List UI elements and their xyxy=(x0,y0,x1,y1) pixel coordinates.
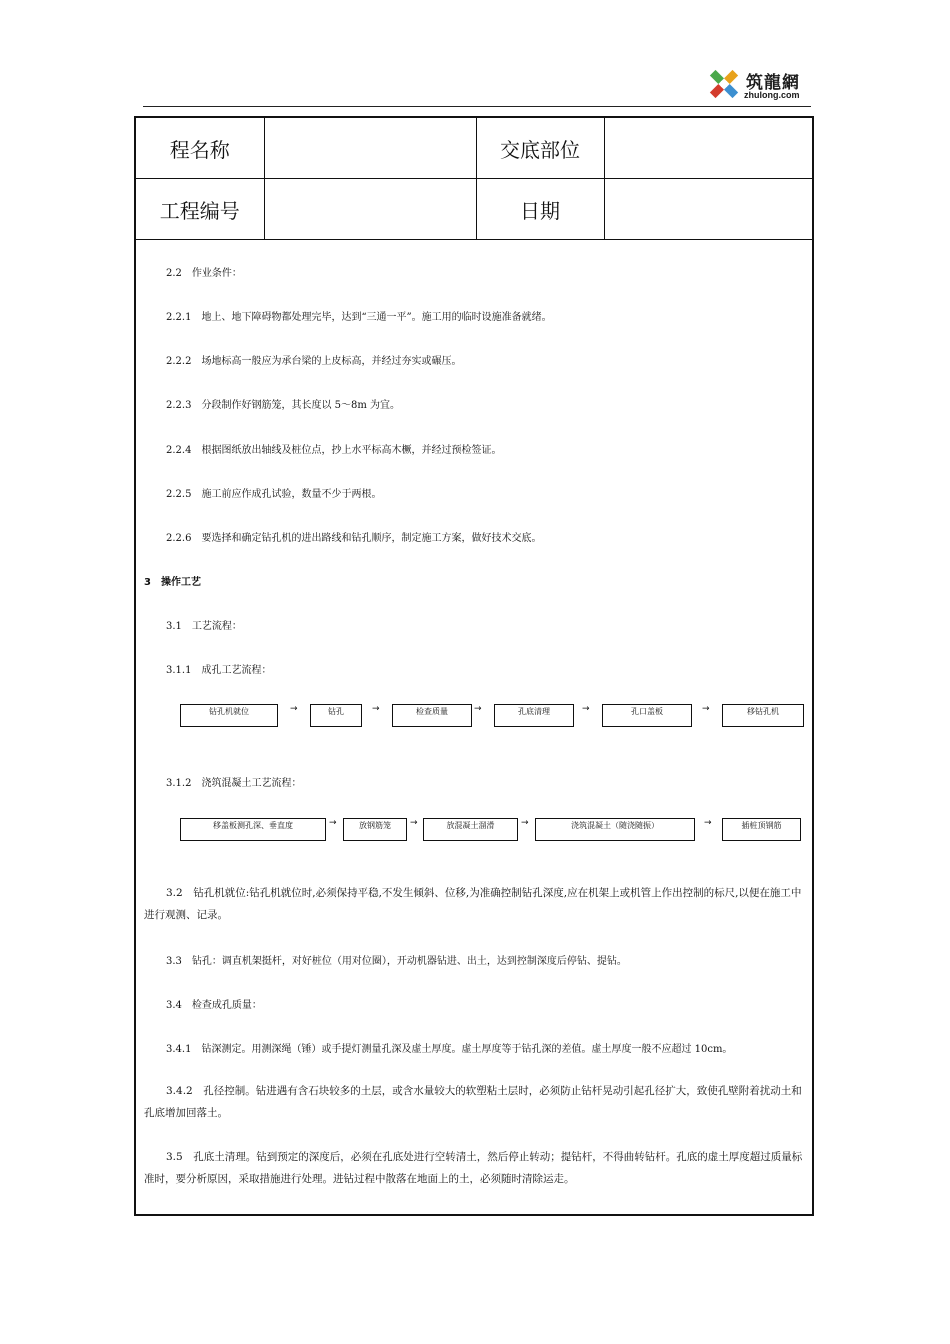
section-2-2-3: 2.2.3 分段制作好钢筋笼，其长度以 5～8m 为宜。 xyxy=(166,400,401,411)
header-rule xyxy=(143,106,811,107)
section-3-1-2: 3.1.2 浇筑混凝土工艺流程： xyxy=(166,778,302,789)
date-label: 日期 xyxy=(476,179,604,240)
section-2-2-4: 2.2.4 根据图纸放出轴线及桩位点，抄上水平标高木橛，并经过预检签证。 xyxy=(166,445,502,456)
handover-location-value[interactable] xyxy=(604,118,812,179)
project-number-label: 工程编号 xyxy=(136,179,264,240)
flow2-step: 移盖板测孔深、垂直度 xyxy=(180,818,326,841)
section-2-2-1: 2.2.1 地上、地下障碍物都处理完毕，达到“三通一平”。施工用的临时设施准备就绪。 xyxy=(166,312,552,323)
header-row xyxy=(136,179,812,240)
section-3-2: 3.2 钻孔机就位:钻孔机就位时,必须保持平稳,不发生倾斜、位移,为准确控制钻孔深度,应在机架上或机管上作出控制的标尺,以便在施工中进行观测、记录。 xyxy=(144,887,802,921)
flow1-step: 检查质量 xyxy=(392,704,472,727)
flow1-step: 钻孔 xyxy=(310,704,362,727)
project-name-value[interactable] xyxy=(264,118,476,179)
logo-name: 筑龍網 xyxy=(746,73,800,93)
arrow-icon: → xyxy=(521,818,529,828)
flow2-step: 放混凝土溜滑 xyxy=(423,818,518,841)
section-2-2: 2.2 作业条件： xyxy=(166,268,242,279)
section-3-4-1: 3.4.1 钻深测定。用测深绳（锤）或手提灯测量孔深及虚土厚度。虚土厚度等于钻孔深的差值。虚土厚度一般不应超过 10cm。 xyxy=(166,1044,733,1055)
arrow-icon: → xyxy=(329,818,337,828)
header-table xyxy=(136,118,812,240)
section-3-5: 3.5 孔底土清理。钻到预定的深度后，必须在孔底处进行空转清土，然后停止转动；提钻杆，不得曲转钻杆。孔底的虚土厚度超过质量标准时，要分析原因，采取措施进行处理。进钻过程中散落在地面上的土，必须随时清除运走。 xyxy=(144,1151,803,1185)
arrow-icon: → xyxy=(474,704,482,714)
logo-domain: zhulong.com xyxy=(744,90,800,100)
flow1-step: 孔口盖板 xyxy=(602,704,692,727)
project-name-label: 程名称 xyxy=(136,118,264,179)
section-3-4: 3.4 检查成孔质量： xyxy=(166,1000,262,1011)
section-3-heading: 3 操作工艺 xyxy=(144,577,201,588)
flow2-step: 插桩顶钢筋 xyxy=(722,818,801,841)
logo xyxy=(706,66,806,104)
section-2-2-5: 2.2.5 施工前应作成孔试验，数量不少于两根。 xyxy=(166,489,382,500)
zhulong-pinwheel-logo-icon xyxy=(706,66,742,102)
flow2-step: 放钢筋笼 xyxy=(343,818,407,841)
arrow-icon: → xyxy=(704,818,712,828)
flow2-step: 浇筑混凝土（随浇随振） xyxy=(535,818,695,841)
header-row xyxy=(136,118,812,179)
handover-location-label: 交底部位 xyxy=(476,118,604,179)
arrow-icon: → xyxy=(582,704,590,714)
section-3-3: 3.3 钻孔：调直机架挺杆，对好桩位（用对位圈），开动机器钻进、出土，达到控制深度后停钻、提钻。 xyxy=(166,956,627,967)
arrow-icon: → xyxy=(290,704,298,714)
section-2-2-6: 2.2.6 要选择和确定钻孔机的进出路线和钻孔顺序，制定施工方案，做好技术交底。 xyxy=(166,533,542,544)
arrow-icon: → xyxy=(702,704,710,714)
flow1-step: 孔底清理 xyxy=(494,704,574,727)
flow1-step: 钻孔机就位 xyxy=(180,704,278,727)
section-2-2-2: 2.2.2 场地标高一般应为承台梁的上皮标高，并经过夯实或碾压。 xyxy=(166,356,462,367)
section-3-4-2: 3.4.2 孔径控制。钻进遇有含石块较多的土层，或含水量较大的软塑粘土层时，必须防止钻杆晃动引起孔径扩大，致使孔壁附着扰动土和孔底增加回落土。 xyxy=(144,1085,802,1119)
project-number-value[interactable] xyxy=(264,179,476,240)
flow1-step: 移钻孔机 xyxy=(722,704,804,727)
arrow-icon: → xyxy=(372,704,380,714)
section-3-1-1: 3.1.1 成孔工艺流程： xyxy=(166,665,272,676)
section-3-1: 3.1 工艺流程： xyxy=(166,621,242,632)
date-value[interactable] xyxy=(604,179,812,240)
arrow-icon: → xyxy=(410,818,418,828)
document-frame xyxy=(134,116,814,1216)
